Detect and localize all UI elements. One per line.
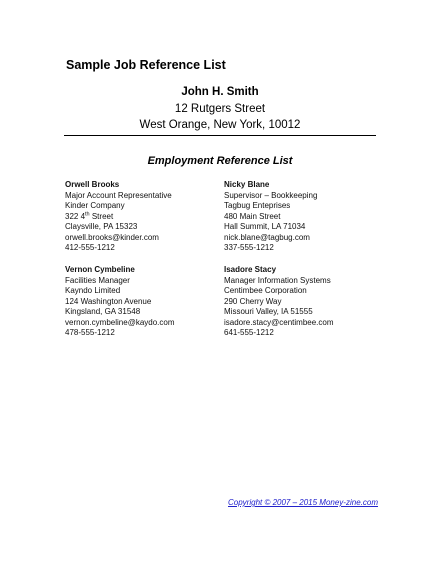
reference-name: Isadore Stacy <box>224 265 277 274</box>
reference-card <box>65 265 175 339</box>
reference-title: Major Account Representative <box>65 190 172 200</box>
reference-street-rest: Street <box>89 211 114 221</box>
reference-street: 290 Cherry Way <box>224 296 282 306</box>
reference-email: orwell.brooks@kinder.com <box>65 232 159 242</box>
applicant-city: West Orange, New York, 10012 <box>139 119 301 131</box>
reference-city: Missouri Valley, IA 51555 <box>224 307 313 316</box>
reference-street-number: 322 4 <box>65 211 86 221</box>
reference-title: Supervisor – Bookkeeping <box>224 190 318 200</box>
section-title: Employment Reference List <box>147 155 293 167</box>
reference-company: Tagbug Enteprises <box>224 201 291 210</box>
reference-phone: 337-555-1212 <box>224 243 274 252</box>
reference-email: isadore.stacy@centimbee.com <box>224 317 334 327</box>
reference-city: Kingsland, GA 31548 <box>65 307 141 316</box>
applicant-street: 12 Rutgers Street <box>174 103 266 115</box>
reference-title: Manager Information Systems <box>224 275 331 285</box>
applicant-name: John H. Smith <box>181 86 259 98</box>
reference-card <box>65 180 172 254</box>
reference-name: Orwell Brooks <box>65 180 120 189</box>
reference-name: Nicky Blane <box>224 180 270 189</box>
reference-street: 124 Washington Avenue <box>65 296 152 306</box>
reference-city: Claysville, PA 15323 <box>65 222 138 231</box>
reference-card <box>224 265 334 339</box>
reference-name: Vernon Cymbeline <box>65 265 135 274</box>
header-divider <box>64 135 376 136</box>
reference-street <box>65 212 172 223</box>
document-title: Sample Job Reference List <box>66 58 226 72</box>
reference-phone: 412-555-1212 <box>65 243 115 252</box>
reference-company: Kayndo Limited <box>65 286 121 295</box>
reference-phone: 478-555-1212 <box>65 328 115 337</box>
reference-title: Facilities Manager <box>65 275 130 285</box>
reference-email: vernon.cymbeline@kaydo.com <box>65 317 175 327</box>
reference-city: Hall Summit, LA 71034 <box>224 222 306 231</box>
reference-street: 480 Main Street <box>224 211 281 221</box>
reference-email: nick.blane@tagbug.com <box>224 232 310 242</box>
applicant-header <box>0 85 440 133</box>
copyright-link[interactable]: Copyright © 2007 – 2015 Money-zine.com <box>228 498 378 507</box>
reference-company: Centimbee Corporation <box>224 286 307 295</box>
reference-phone: 641-555-1212 <box>224 328 274 337</box>
reference-card <box>224 180 317 254</box>
reference-company: Kinder Company <box>65 201 125 210</box>
reference-street-suffix: th <box>85 210 90 217</box>
